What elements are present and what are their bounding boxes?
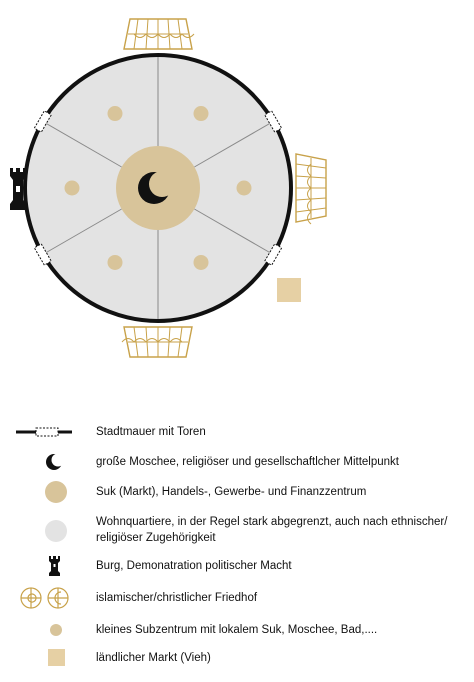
legend-label: Wohnquartiere, in der Regel stark abgegrenzt, auch nach ethnischer/: [96, 516, 448, 528]
rural-market-square: [277, 278, 301, 302]
legend-label: große Moschee, religiöser und gesellschaftlcher Mittelpunkt: [96, 456, 399, 468]
city-wall-with-gate-icon: [14, 425, 74, 439]
legend-label: ländlicher Markt (Vieh): [96, 652, 211, 664]
subcenter-circle: [237, 181, 252, 196]
small-gold-circle-icon: [14, 622, 74, 638]
legend-label: Stadtmauer mit Toren: [96, 426, 206, 438]
grey-circle-icon: [14, 519, 74, 543]
large-gold-circle-icon: [14, 480, 74, 504]
subcenter-circle: [108, 106, 123, 121]
subcenter-circle: [194, 106, 209, 121]
crescent-moon-icon: [14, 452, 74, 472]
subcenter-circle: [194, 255, 209, 270]
subcenter-circle: [65, 181, 80, 196]
legend-label: Burg, Demonatration politischer Macht: [96, 560, 292, 572]
castle-tower-icon: [14, 555, 74, 577]
legend-label: islamischer/christlicher Friedhof: [96, 592, 258, 604]
legend-label: kleines Subzentrum mit lokalem Suk, Moschee, Bad,....: [96, 624, 378, 636]
subcenter-circle: [108, 255, 123, 270]
legend-label-continued: religiöser Zugehörigkeit: [96, 532, 216, 544]
cemetery-north: [124, 19, 194, 49]
gold-square-icon: [14, 648, 74, 668]
cemetery-south: [122, 327, 192, 357]
legend-label: Suk (Markt), Handels-, Gewerbe- und Finanzzentrum: [96, 486, 367, 498]
cemetery-icon: [14, 586, 78, 610]
cemetery-east: [296, 154, 326, 224]
